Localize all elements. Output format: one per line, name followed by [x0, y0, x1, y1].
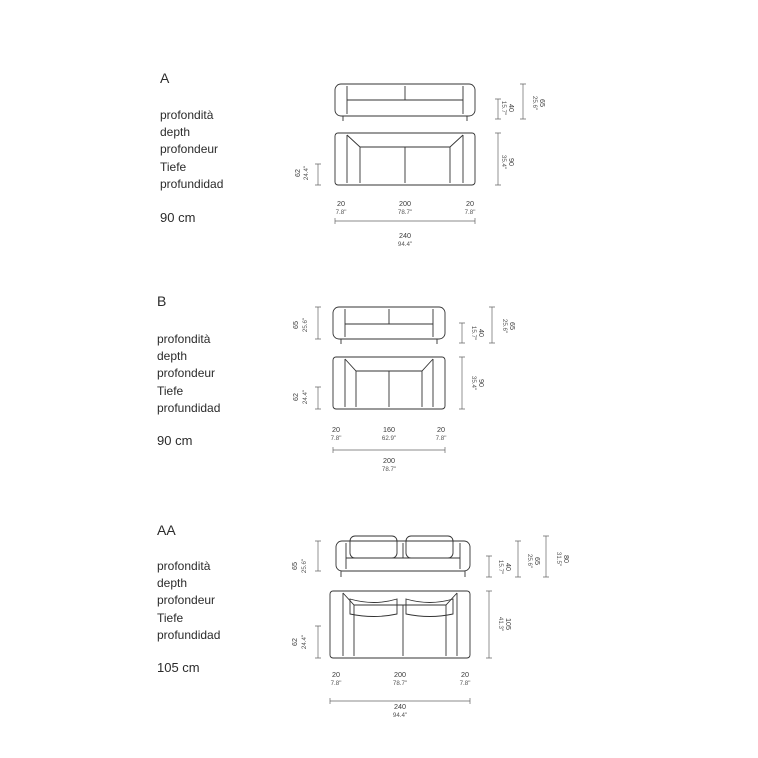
dim-total-in: 78.7": [381, 466, 397, 473]
dim-front-total-cm: 80: [562, 555, 571, 563]
term-italian: profondità: [160, 108, 214, 122]
dim-arm-left-in: 7.8": [335, 209, 347, 216]
dim-plan-left-cm: 62: [291, 393, 300, 401]
dim-arm-left-in: 7.8": [330, 680, 342, 687]
dim-arm-right-cm: 20: [466, 199, 474, 208]
dim-total-in: 94.4": [392, 712, 408, 719]
dim-arm-left-cm: 20: [332, 670, 340, 679]
dim-front-outer-in: 25.6": [526, 553, 533, 569]
dim-seat-cm: 160: [383, 425, 395, 434]
dim-front-inner-cm: 40: [507, 104, 516, 112]
term-italian: profondità: [157, 332, 211, 346]
section-aa: [0, 448, 758, 719]
depth-value: 90 cm: [160, 210, 196, 225]
dim-front-inner-cm: 40: [477, 329, 486, 337]
model-label: B: [157, 293, 167, 309]
term-italian: profondità: [157, 559, 211, 573]
dim-front-inner-in: 15.7": [497, 559, 504, 575]
term-spanish: profundidad: [157, 627, 221, 642]
dim-arm-right-in: 7.8": [464, 209, 476, 216]
depth-value: 105 cm: [157, 660, 200, 675]
dim-plan-left-cm: 62: [293, 169, 302, 177]
dim-front-left-in: 25.6": [302, 317, 309, 333]
sofa-a-drawing: [0, 0, 758, 248]
dim-front-left-cm: 65: [290, 562, 299, 570]
dim-plan-left-in: 24.4": [301, 634, 308, 650]
dim-plan-left-in: 24.4": [302, 389, 309, 405]
dim-total-in: 94.4": [397, 241, 413, 248]
depth-value: 90 cm: [157, 433, 193, 448]
term-spanish: profundidad: [157, 400, 221, 415]
model-label: AA: [157, 522, 176, 538]
dim-front-left-cm: 65: [291, 321, 300, 329]
dim-arm-right-in: 7.8": [435, 435, 447, 442]
dim-plan-right-in: 35.4": [500, 154, 507, 170]
dim-arm-left-cm: 20: [332, 425, 340, 434]
model-label: A: [160, 70, 170, 86]
dim-front-inner-cm: 40: [504, 563, 513, 571]
dim-front-outer-in: 25.6": [531, 95, 538, 111]
dim-plan-right-cm: 105: [504, 618, 513, 630]
dim-plan-right-in: 35.4": [470, 375, 477, 391]
sofa-b-drawing: [0, 225, 758, 473]
dim-plan-right-cm: 90: [507, 158, 516, 166]
dim-front-left-in: 25.6": [301, 558, 308, 574]
dim-front-outer-cm: 65: [538, 99, 547, 107]
sofa-aa-drawing: [0, 448, 758, 719]
dim-arm-right-in: 7.8": [459, 680, 471, 687]
dim-arm-left-in: 7.8": [330, 435, 342, 442]
dim-seat-in: 78.7": [392, 680, 408, 687]
dim-plan-left-cm: 62: [290, 638, 299, 646]
term-german: Tiefe: [157, 610, 184, 625]
section-b: [0, 225, 758, 473]
dim-total-cm: 240: [399, 231, 411, 240]
term-english: depth: [160, 125, 191, 140]
section-a: [0, 0, 758, 248]
term-english: depth: [157, 576, 188, 591]
term-french: profondeur: [157, 366, 216, 381]
dim-arm-right-cm: 20: [461, 670, 469, 679]
dim-front-outer-cm: 65: [533, 557, 542, 565]
term-spanish: profundidad: [160, 176, 224, 191]
dimension-labels: [290, 552, 571, 719]
dim-seat-in: 62.9": [381, 435, 397, 442]
dim-front-outer-cm: 65: [508, 322, 517, 330]
dim-seat-cm: 200: [394, 670, 406, 679]
term-german: Tiefe: [160, 159, 187, 174]
dim-plan-right-in: 41.3": [497, 616, 504, 632]
dim-plan-left-in: 24.4": [303, 165, 310, 181]
term-french: profondeur: [157, 593, 216, 608]
dim-plan-right-cm: 90: [477, 379, 486, 387]
dim-arm-left-cm: 20: [337, 199, 345, 208]
dim-arm-right-cm: 20: [437, 425, 445, 434]
dim-seat-cm: 200: [399, 199, 411, 208]
dim-front-total-in: 31.5": [555, 551, 562, 567]
dim-front-inner-in: 15.7": [470, 325, 477, 341]
dim-seat-in: 78.7": [397, 209, 413, 216]
term-french: profondeur: [160, 142, 219, 157]
dim-total-cm: 240: [394, 702, 406, 711]
term-english: depth: [157, 349, 188, 364]
dim-front-inner-in: 15.7": [500, 100, 507, 116]
dim-total-cm: 200: [383, 456, 395, 465]
term-german: Tiefe: [157, 383, 184, 398]
dim-front-outer-in: 25.6": [501, 318, 508, 334]
